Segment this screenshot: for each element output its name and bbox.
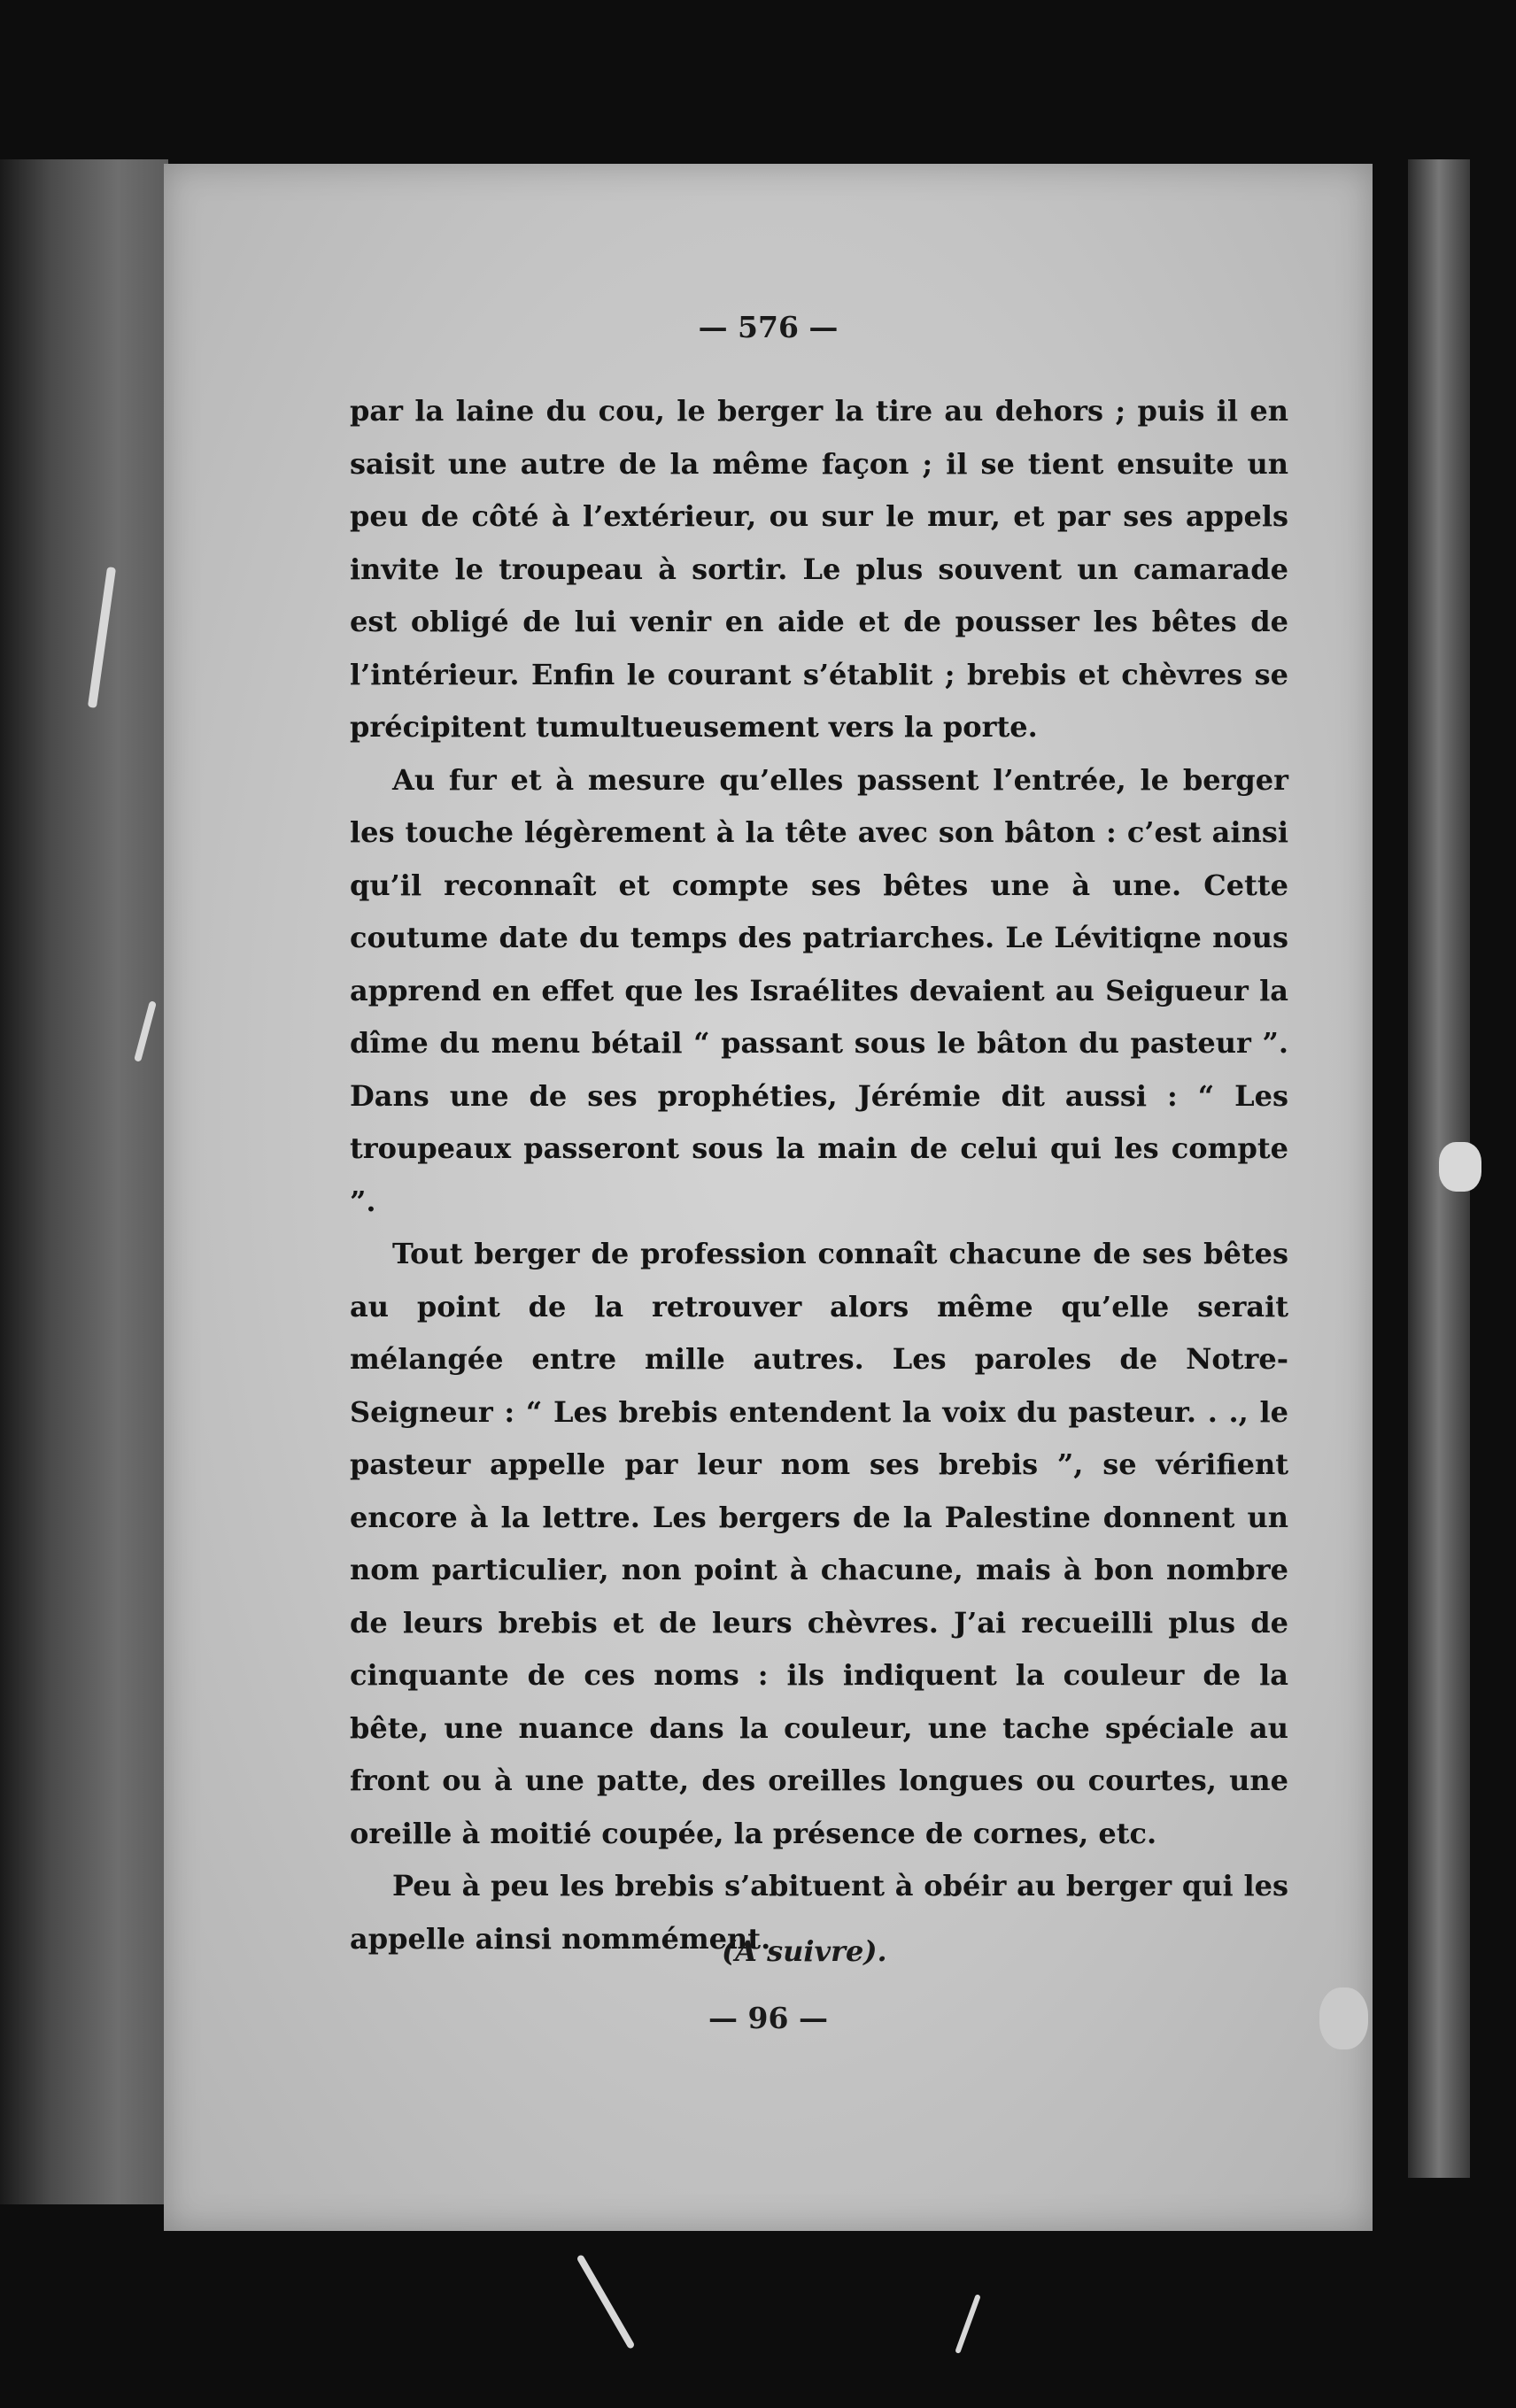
page-number-bottom: — 96 — [708, 2001, 828, 2035]
continuation-note: (A suivre). [722, 1934, 887, 1968]
paragraph-4: Peu à peu les brebis s’abituent à obéir au berger qui les appelle ainsi nommément. [350, 1869, 1288, 1956]
paragraph-1: par la laine du cou, le berger la tire au dehors ; puis il en saisit une autre de la même façon ; il se tient ensuite un peu de côté à l’extérieur, ou sur le mur, et par ses appels invite le troupeau à sortir. Le plus souvent un camarade est obligé de lui venir en aide et de pousser les bêtes de l’intérieur. Enfin le courant s’établit ; brebis et chèvres se précipitent tumultueusement vers la porte. [350, 394, 1288, 744]
scratch-mark [576, 2254, 636, 2350]
paragraph-3: Tout berger de profession connaît chacune de ses bêtes au point de la retrouver alors même qu’elle serait mélangée entre mille autres. Les paroles de Notre-Seigneur : “ Les brebis entendent la voix du pasteur. . ., le pasteur appelle par leur nom ses brebis ”, se vérifient encore à la lettre. Les bergers de la Palestine donnent un nom particulier, non point à chacune, mais à bon nombre de leurs brebis et de leurs chèvres. J’ai recueilli plus de cinquante de ces noms : ils indiquent la couleur de la bête, une nuance dans la couleur, une tache spéciale au front ou à une patte, des oreilles longues ou courtes, une oreille à moitié coupée, la présence de cornes, etc. [350, 1237, 1288, 1850]
page-number-top: — 576 — [698, 310, 839, 344]
scratch-mark [1439, 1142, 1481, 1192]
book-binding [0, 159, 168, 2204]
book-page [164, 164, 1373, 2231]
paragraph-2: Au fur et à mesure qu’elles passent l’entrée, le berger les touche légèrement à la tête avec son bâton : c’est ainsi qu’il reconnaît et compte ses bêtes une à une. Cette coutume date du temps des patriarches. Le Lévitiqne nous apprend en effet que les Israélites devaient au Seigueur la dîme du menu bétail “ passant sous le bâton du pasteur ”. Dans une de ses prophéties, Jérémie dit aussi : “ Les troupeaux passeront sous la main de celui qui les compte ”. [350, 762, 1288, 1218]
scratch-mark [955, 2294, 981, 2354]
scratch-mark [1319, 1987, 1368, 2049]
body-text [350, 385, 1288, 1965]
